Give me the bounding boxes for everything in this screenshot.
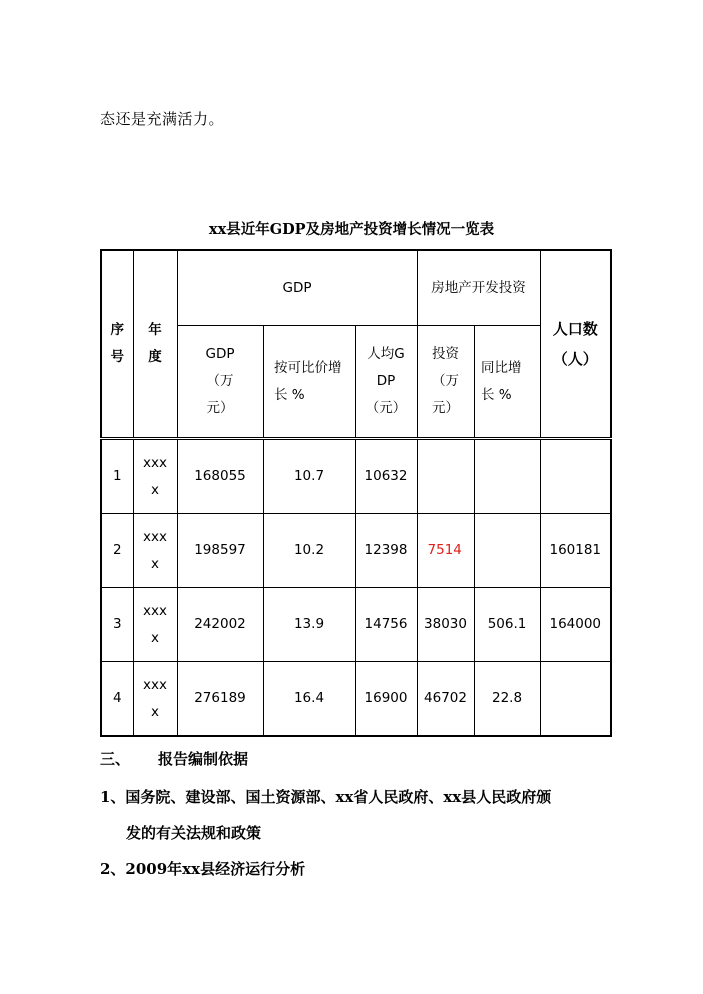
list-item-1: 1、国务院、建设部、国土资源部、xx省人民政府、xx县人民政府颁	[100, 788, 552, 806]
section-number: 三、	[100, 750, 131, 768]
header-growth: 按可比价增长 %	[263, 326, 355, 439]
table-row	[101, 514, 611, 588]
header-yoy: 同比增长 %	[474, 326, 540, 439]
cell-growth: 10.7	[263, 439, 355, 514]
cell-yoy: 506.1	[474, 588, 540, 662]
cell-yoy: 22.8	[474, 662, 540, 737]
cell-yoy	[474, 514, 540, 588]
cell-gdp: 198597	[177, 514, 263, 588]
cell-investment	[417, 439, 474, 514]
section-title: 报告编制依据	[158, 750, 249, 768]
cell-growth: 13.9	[263, 588, 355, 662]
header-population: 人口数（人）	[540, 250, 611, 439]
cell-gdp: 242002	[177, 588, 263, 662]
cell-per-capita: 10632	[355, 439, 417, 514]
intro-paragraph-tail: 态还是充满活力。	[100, 110, 225, 128]
cell-year: xxxx	[133, 514, 177, 588]
header-investment: 投资（万元）	[417, 326, 474, 439]
cell-per-capita: 14756	[355, 588, 417, 662]
cell-per-capita: 16900	[355, 662, 417, 737]
table-row	[101, 662, 611, 737]
header-per-capita: 人均GDP（元）	[355, 326, 417, 439]
cell-per-capita: 12398	[355, 514, 417, 588]
table-title: xx县近年GDP及房地产投资增长情况一览表	[208, 221, 495, 238]
header-gdp: GDP（万元）	[177, 326, 263, 439]
gdp-realestate-table	[100, 249, 612, 737]
header-seq: 序号	[101, 250, 133, 439]
table-row	[101, 588, 611, 662]
cell-seq: 2	[101, 514, 133, 588]
table-row	[101, 439, 611, 514]
cell-population	[540, 439, 611, 514]
header-year: 年度	[133, 250, 177, 439]
cell-seq: 1	[101, 439, 133, 514]
cell-investment: 38030	[417, 588, 474, 662]
cell-seq: 3	[101, 588, 133, 662]
section-heading-3	[100, 740, 248, 778]
cell-population: 160181	[540, 514, 611, 588]
cell-growth: 16.4	[263, 662, 355, 737]
cell-population	[540, 662, 611, 737]
list-item-1-continuation: 发的有关法规和政策	[126, 824, 262, 842]
cell-year: xxxx	[133, 439, 177, 514]
cell-gdp: 168055	[177, 439, 263, 514]
cell-growth: 10.2	[263, 514, 355, 588]
cell-year: xxxx	[133, 662, 177, 737]
list-item-2: 2、2009年xx县经济运行分析	[100, 860, 306, 878]
cell-year: xxxx	[133, 588, 177, 662]
cell-gdp: 276189	[177, 662, 263, 737]
cell-population: 164000	[540, 588, 611, 662]
cell-investment: 46702	[417, 662, 474, 737]
cell-investment-highlighted: 7514	[417, 514, 474, 588]
header-gdp-group: GDP	[177, 250, 417, 326]
header-realestate-group: 房地产开发投资	[417, 250, 540, 326]
cell-yoy	[474, 439, 540, 514]
cell-seq: 4	[101, 662, 133, 737]
